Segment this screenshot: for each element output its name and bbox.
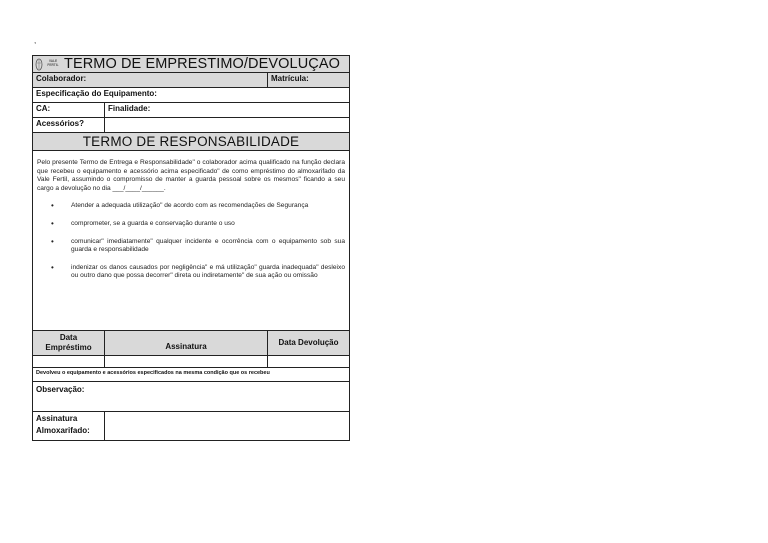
- finalidade-label: Finalidade:: [108, 104, 151, 113]
- devolveu-row: [33, 368, 349, 382]
- form-title: TERMO DE EMPRESTIMO/DEVOLUÇAO: [63, 56, 340, 72]
- terms-paragraph: Pelo presente Termo de Entrega e Responsabilidade" o colaborador acima qualificado na função declara que recebeu o equipamento e acessório acima especificado" de como empréstimo do almoxarifado da Vale Fertil, assumindo o compromisso de manter a guarda pessoal sobre os mesmos" ficando a seu cargo a devolução no dia ___/____/______.: [37, 159, 345, 192]
- obligation-item: • indenizar os danos causados por negligência" e má utilização" guarda inadequada" desleixo ou outro dano que possa decorrer" direta ou indiretamente" de sua ação ou omissão: [51, 264, 345, 281]
- data-emprestimo-field[interactable]: [33, 356, 105, 367]
- form-title-row: [33, 56, 349, 73]
- assinatura-almox-field[interactable]: [105, 412, 349, 440]
- dates-entry-row: [33, 356, 349, 368]
- assinatura-almox-row: [33, 412, 349, 440]
- obligation-item: • Atender a adequada utilização" de acordo com as recomendações de Segurança: [51, 202, 345, 211]
- responsabilidade-title: TERMO DE RESPONSABILIDADE: [82, 134, 300, 149]
- assinatura-almox-label: Assinatura Almoxarifado:: [33, 412, 105, 440]
- especificacao-row: [33, 88, 349, 103]
- acessorios-row: [33, 118, 349, 133]
- observacao-label: Observação:: [36, 385, 85, 394]
- obligation-item: • comprometer, se a guarda e conservação durante o uso: [51, 220, 345, 229]
- terms-body: [33, 151, 349, 331]
- vale-fertil-logo: VALE FERTIL: [35, 58, 65, 71]
- devolveu-note: Devolveu o equipamento e acessórios especificados na mesma condição que os recebeu: [36, 370, 270, 376]
- ca-row: [33, 103, 349, 118]
- assinatura-header: Assinatura: [105, 331, 268, 355]
- acessorios-field[interactable]: [105, 118, 349, 132]
- dates-header-row: [33, 331, 349, 356]
- acessorios-label: Acessórios?: [33, 118, 105, 132]
- assinatura-field[interactable]: [105, 356, 268, 367]
- responsabilidade-title-row: [33, 133, 349, 151]
- data-emprestimo-header: Data Empréstimo: [33, 331, 105, 355]
- colaborador-label: Colaborador:: [33, 73, 268, 87]
- data-devolucao-header: Data Devolução: [278, 338, 339, 347]
- especificacao-label: Especificação do Equipamento:: [36, 89, 157, 98]
- matricula-label: Matrícula:: [271, 74, 309, 83]
- obligation-item: • comunicar" imediatamente" qualquer incidente e ocorrência com o equipamento sob sua guarda e responsabilidade: [51, 238, 345, 255]
- ca-label: CA:: [33, 103, 105, 117]
- loan-return-form: [32, 55, 350, 441]
- data-devolucao-field[interactable]: [268, 356, 349, 367]
- margin-mark: ,: [34, 36, 37, 45]
- colaborador-row: [33, 73, 349, 88]
- observacao-row: [33, 382, 349, 412]
- obligations-list: [37, 202, 345, 281]
